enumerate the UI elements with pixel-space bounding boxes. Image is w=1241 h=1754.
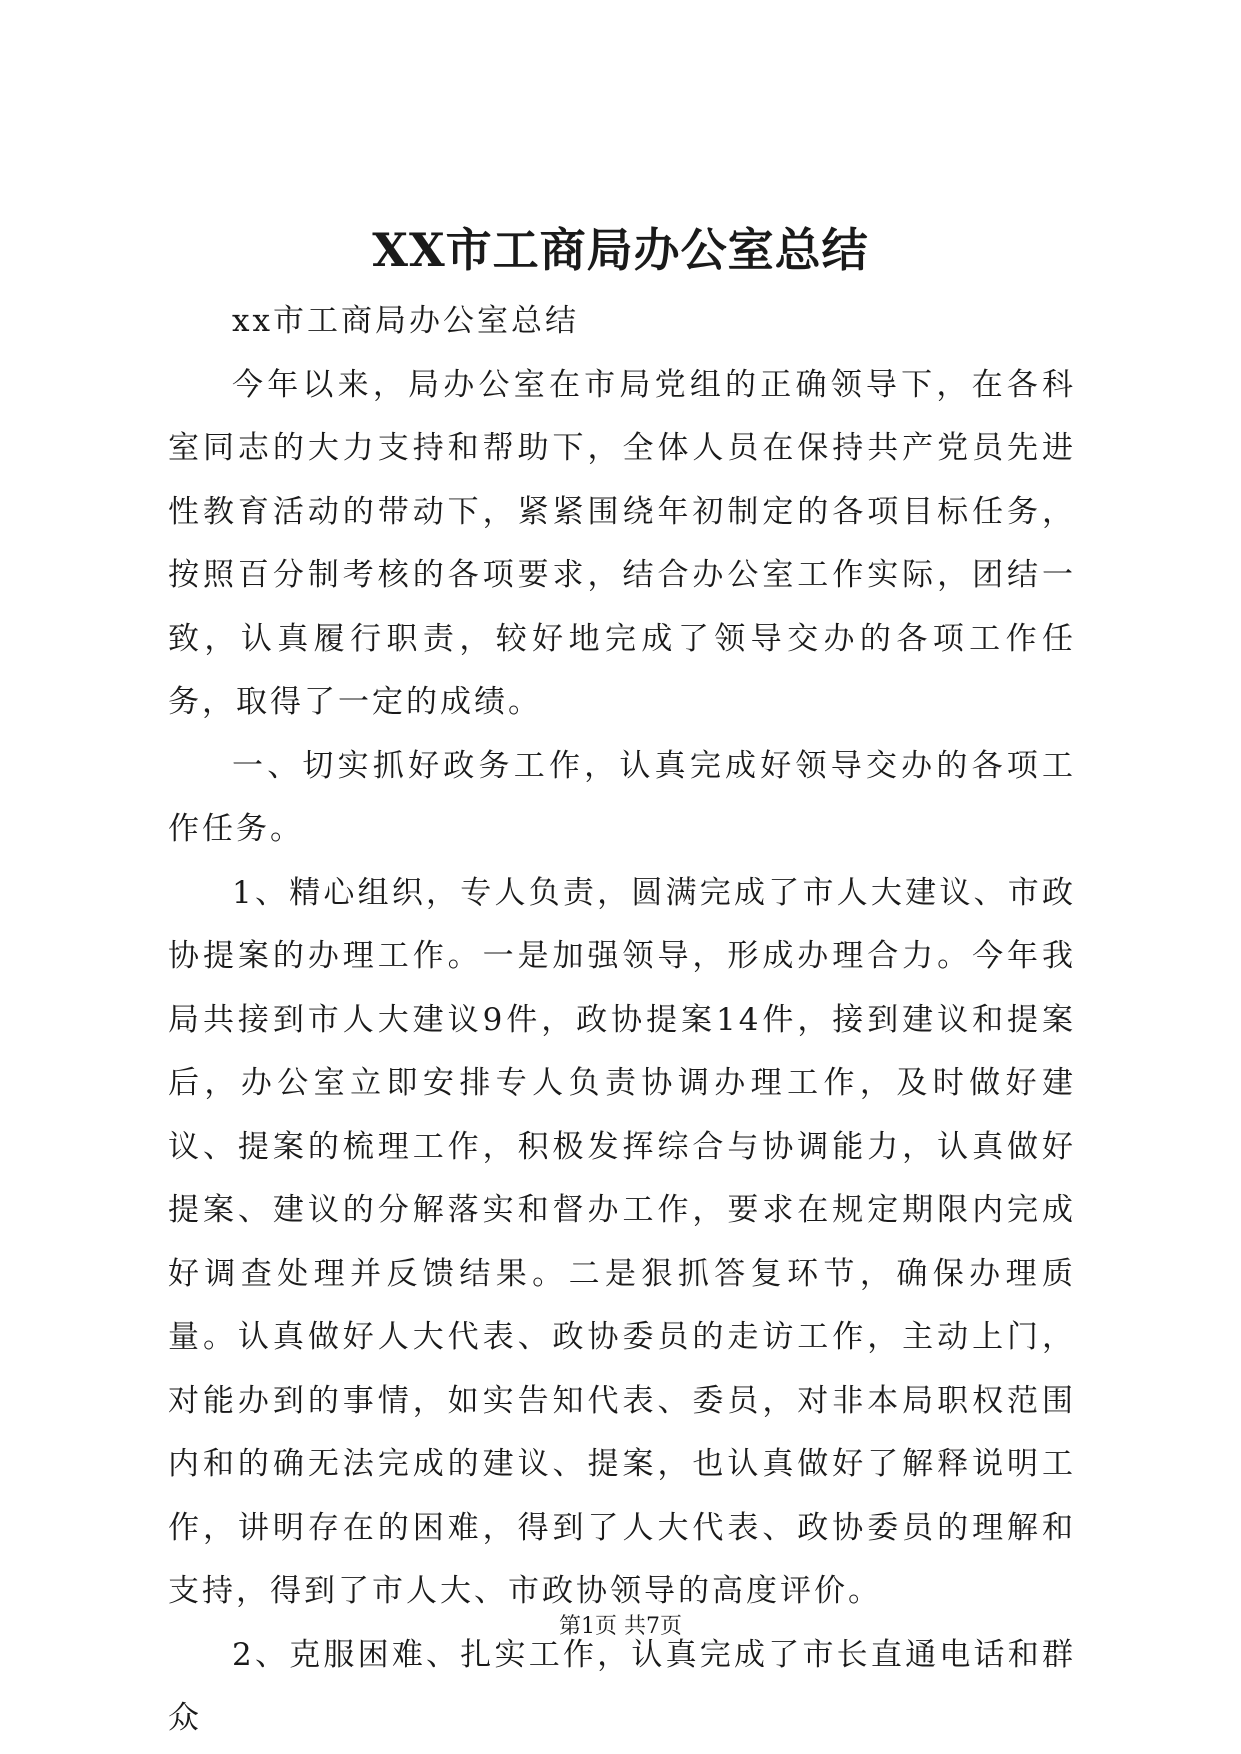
subtitle-line: xx市工商局办公室总结 bbox=[232, 303, 579, 339]
paragraph-section-1-heading: 一、切实抓好政务工作，认真完成好领导交办的各项工作任务。 bbox=[168, 747, 1076, 847]
paragraph-item-2: 2、克服困难、扎实工作，认真完成了市长直通电话和群众 bbox=[168, 1636, 1076, 1736]
paragraph-item-1: 1、精心组织，专人负责，圆满完成了市人大建议、市政协提案的办理工作。一是加强领导，形成办理合力。今年我局共接到市人大建议9件，政协提案14件，接到建议和提案后，办公室立即安排专人负责协调办理工作，及时做好建议、提案的梳理工作，积极发挥综合与协调能力，认真做好提案、建议的分解落实和督办工作，要求在规定期限内完成好调查处理并反馈结果。二是狠抓答复环节，确保办理质量。认真做好人大代表、政协委员的走访工作，主动上门，对能办到的事情，如实告知代表、委员，对非本局职权范围内和的确无法完成的建议、提案，也认真做好了解释说明工作，讲明存在的困难，得到了人大代表、政协委员的理解和支持，得到了市人大、市政协领导的高度评价。 bbox=[168, 874, 1076, 1609]
document-title: XX市工商局办公室总结 bbox=[372, 223, 869, 277]
document-body bbox=[168, 290, 1076, 1751]
paragraph-intro: 今年以来，局办公室在市局党组的正确领导下，在各科室同志的大力支持和帮助下，全体人员在保持共产党员先进性教育活动的带动下，紧紧围绕年初制定的各项目标任务，按照百分制考核的各项要求，结合办公室工作实际，团结一致，认真履行职责，较好地完成了领导交办的各项工作任务，取得了一定的成绩。 bbox=[168, 366, 1076, 720]
page-number: 第1页 共7页 bbox=[559, 1614, 682, 1639]
